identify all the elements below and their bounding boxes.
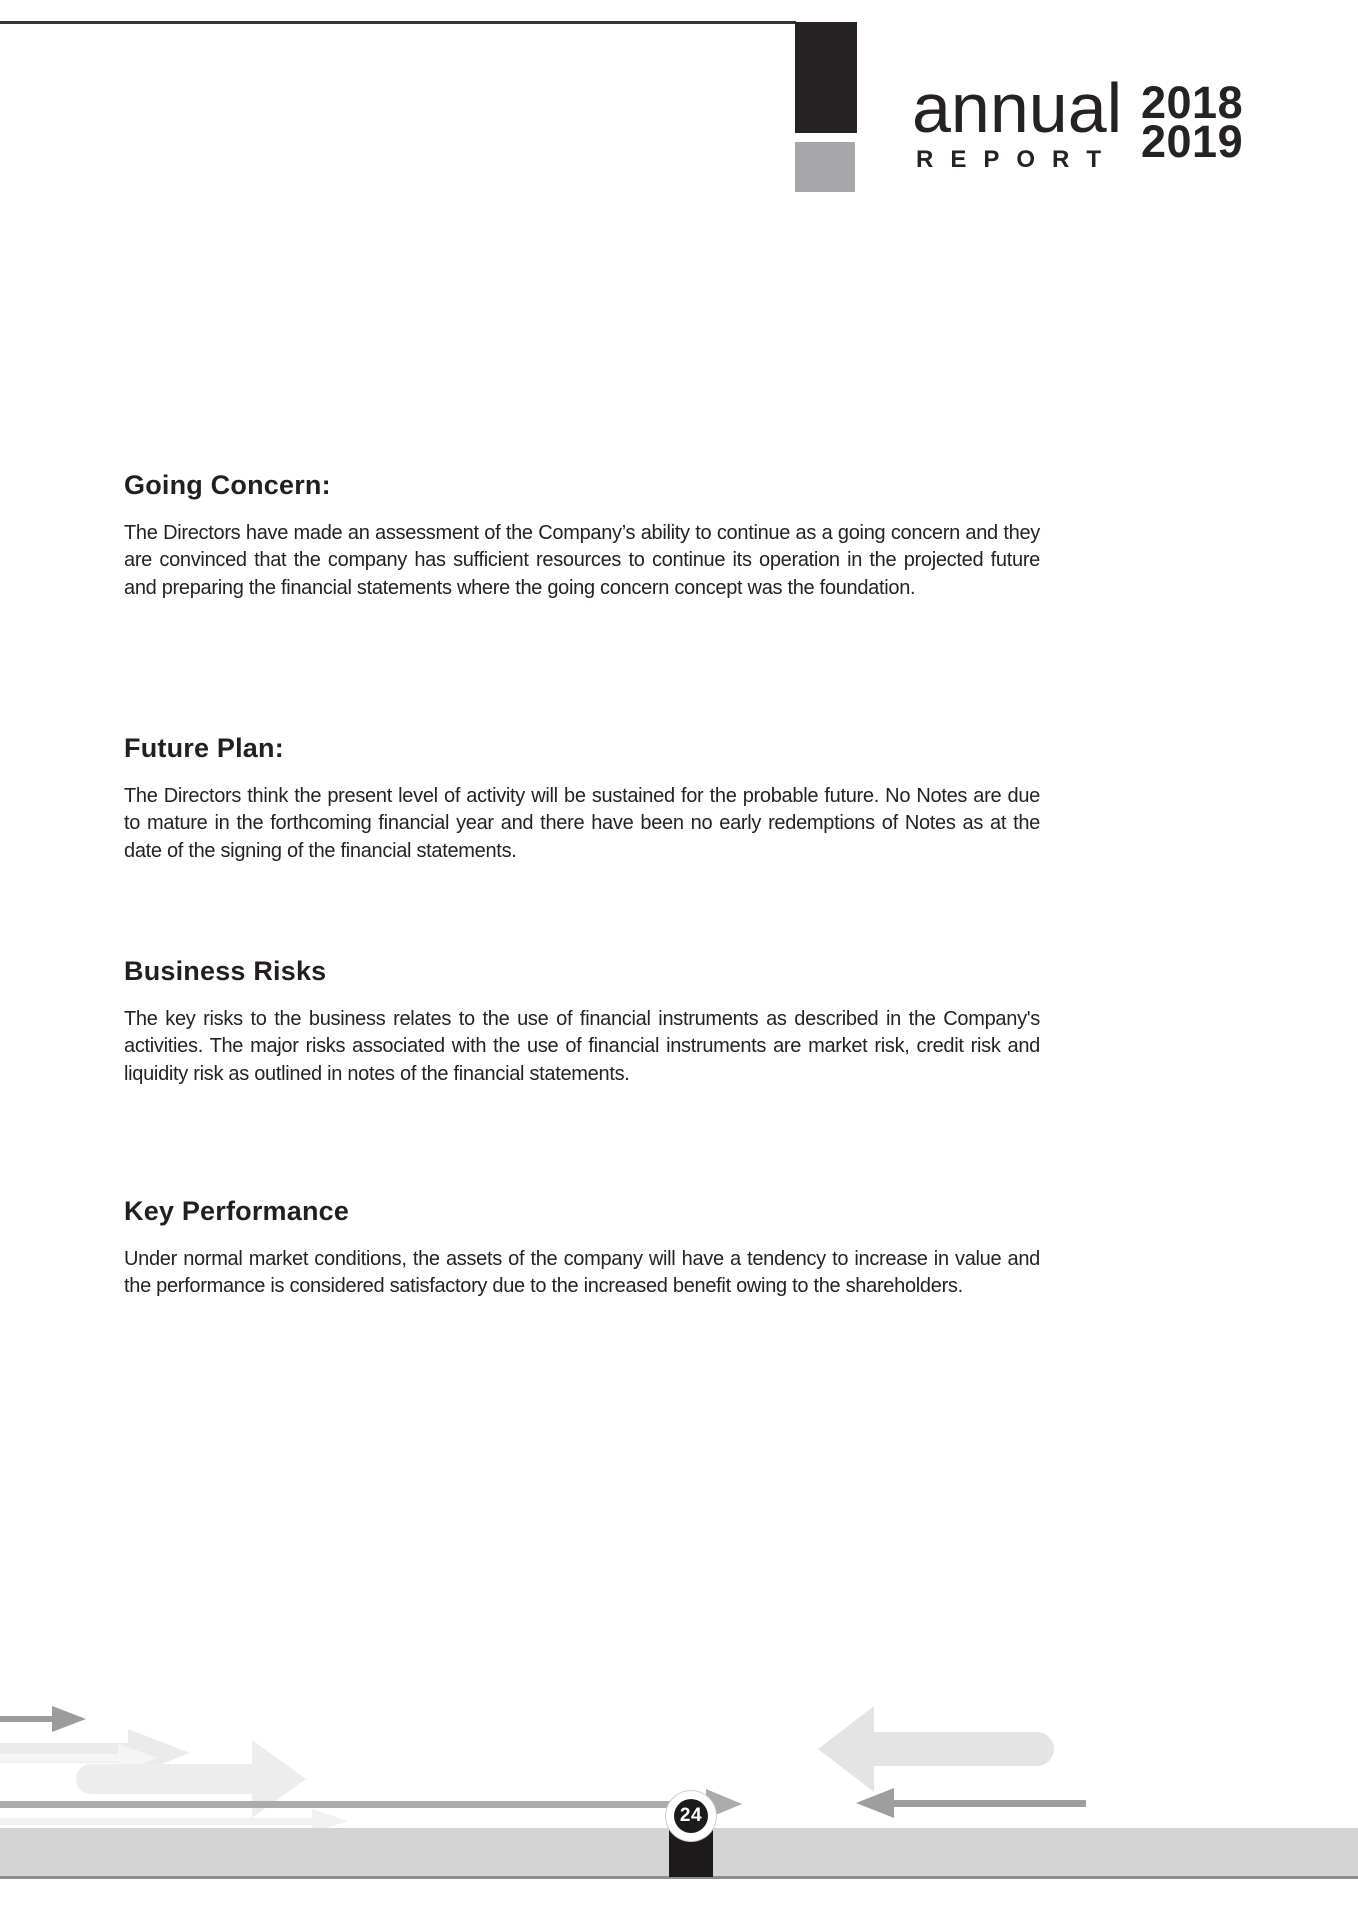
year-top: 2018: [1141, 77, 1244, 128]
section-heading: Future Plan:: [124, 733, 284, 763]
page-number: 24: [674, 1799, 708, 1833]
section-heading: Key Performance: [124, 1196, 350, 1226]
arrow-shaft: [0, 1716, 52, 1722]
arrow-head: [856, 1788, 894, 1818]
brand-word: annual: [912, 69, 1123, 147]
section-business-risks: [124, 955, 1040, 1088]
top-rule: [0, 21, 796, 24]
arrow-shaft: [874, 1732, 1054, 1766]
arrow-shaft: [0, 1818, 312, 1825]
logo-gray-block: [795, 142, 855, 192]
section-body: The key risks to the business relates to the use of financial instruments as described in the Company's activities. The major risks associated with the use of financial instruments are market risk, credit risk and liquidity risk as outlined in notes of the financial statements.: [124, 1008, 1040, 1085]
page-badge: [666, 1791, 716, 1841]
section-body: The Directors have made an assessment of the Company’s ability to continue as a going concern and they are convinced that the company has sufficient resources to continue its operation in the projected future and preparing the financial statements where the going concern concept was the foundation.: [124, 522, 1040, 599]
section-key-performance: [124, 1195, 1040, 1301]
brand-subtitle: REPORT: [916, 146, 1119, 173]
arrow-left-icon: [856, 1788, 1086, 1818]
section-body: The Directors think the present level of activity will be sustained for the probable future. No Notes are due to mature in the forthcoming financial year and there have been no early redemptions of Notes as at the date of the signing of the financial statements.: [124, 785, 1040, 862]
logo-black-block: [795, 22, 857, 133]
section-heading: Going Concern:: [124, 470, 331, 500]
brand-years: [1141, 77, 1244, 167]
arrow-head: [818, 1706, 874, 1792]
arrow-left-icon: [818, 1706, 1054, 1792]
year-bottom: 2019: [1141, 116, 1244, 167]
section-future-plan: [124, 732, 1040, 865]
section-going-concern: [124, 469, 1040, 602]
arrow-shaft: [894, 1800, 1086, 1807]
section-heading: Business Risks: [124, 956, 327, 986]
section-body: Under normal market conditions, the assets of the company will have a tendency to increase in value and the performance is considered satisfactory due to the increased benefit owing to the shareholders.: [124, 1248, 1040, 1298]
arrow-shaft: [0, 1801, 706, 1808]
